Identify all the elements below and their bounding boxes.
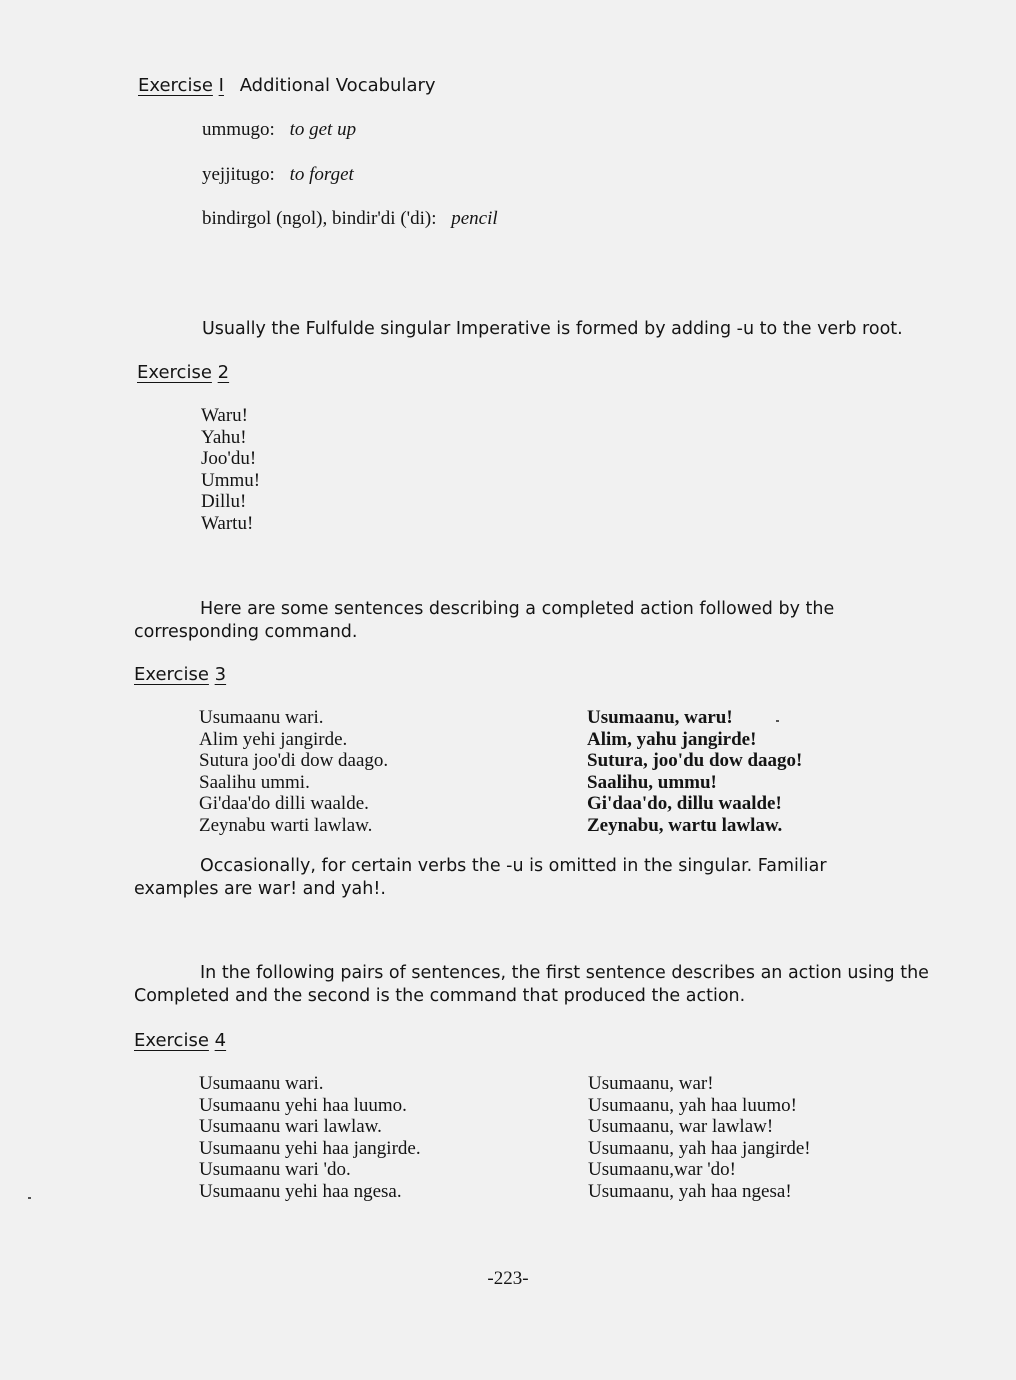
- exercise-3-right-column: [587, 707, 802, 837]
- list-item: Yahu!: [201, 426, 247, 448]
- list-item: Sutura, joo'du dow daago!: [587, 750, 803, 772]
- paragraph-text: Here are some sentences describing a completed action followed by the corresponding command.: [134, 599, 835, 642]
- list-item: Dillu!: [201, 491, 247, 513]
- scan-speck: [28, 1197, 31, 1199]
- exercise-1-number: I: [218, 75, 224, 96]
- paragraph-text: In the following pairs of sentences, the first sentence describes an action using the Completed and the second is the command that produced the action.: [134, 963, 929, 1006]
- exercise-2-number: 2: [217, 362, 230, 383]
- vocab-gloss: to get up: [289, 119, 357, 140]
- list-item: Usumaanu wari.: [199, 1073, 324, 1094]
- vocab-item-3: [202, 208, 498, 230]
- page-number: -223-: [487, 1268, 529, 1289]
- list-item: Alim yehi jangirde.: [199, 728, 348, 750]
- exercise-4-heading: [134, 1030, 226, 1051]
- list-item: Gi'daa'do, dillu waalde!: [587, 793, 782, 815]
- exercise-2-list: [201, 405, 260, 535]
- exercise-3-left-column: [199, 707, 388, 837]
- scan-speck: [776, 720, 779, 722]
- list-item: Usumaanu,war 'do!: [588, 1159, 736, 1181]
- exercise-2-heading: [137, 362, 229, 383]
- list-item: Zeynabu warti lawlaw.: [199, 814, 373, 836]
- list-item: Usumaanu wari 'do.: [199, 1159, 351, 1181]
- list-item: Usumaanu, yah haa luumo!: [588, 1094, 797, 1116]
- list-item: Usumaanu, waru!: [587, 707, 733, 728]
- list-item: Saalihu, ummu!: [587, 771, 717, 793]
- list-item: Usumaanu, war lawlaw!: [588, 1116, 774, 1138]
- vocab-gloss: pencil: [451, 208, 498, 229]
- list-item: Usumaanu, war!: [588, 1073, 714, 1094]
- list-item: Saalihu ummi.: [199, 771, 310, 793]
- exercise-4-right-column: [588, 1073, 811, 1203]
- exercise-3-number: 3: [214, 664, 227, 685]
- list-item: Wartu!: [201, 512, 254, 534]
- paragraph-text: Usually the Fulfulde singular Imperative is formed by adding -u to the verb root.: [202, 319, 903, 339]
- list-item: Usumaanu wari lawlaw.: [199, 1116, 382, 1138]
- list-item: Alim, yahu jangirde!: [587, 728, 757, 750]
- list-item: Ummu!: [201, 469, 261, 491]
- exercise-1-label: Exercise: [138, 75, 213, 96]
- list-item: Usumaanu, yah haa ngesa!: [588, 1180, 792, 1202]
- list-item: Gi'daa'do dilli waalde.: [199, 793, 369, 815]
- list-item: Sutura joo'di dow daago.: [199, 750, 389, 772]
- vocab-gloss: to forget: [289, 164, 354, 185]
- list-item: Usumaanu, yah haa jangirde!: [588, 1137, 811, 1159]
- exercise-3-heading: [134, 664, 226, 685]
- paragraph-text: Occasionally, for certain verbs the -u is omitted in the singular. Familiar examples are war! and yah!.: [134, 856, 827, 899]
- exercise-4-label: Exercise: [134, 1030, 209, 1051]
- exercise-4-left-column: [199, 1073, 421, 1203]
- exercise-4-number: 4: [214, 1030, 227, 1051]
- vocab-term: bindirgol (ngol), bindir'di ('di):: [202, 208, 437, 229]
- exercise-1-title: Additional Vocabulary: [239, 75, 436, 96]
- vocab-item-2: [202, 164, 354, 186]
- list-item: Zeynabu, wartu lawlaw.: [587, 814, 783, 836]
- list-item: Waru!: [201, 405, 248, 426]
- exercise-2-label: Exercise: [137, 362, 212, 383]
- exercise-1-heading: [138, 75, 436, 96]
- list-item: Usumaanu yehi haa ngesa.: [199, 1180, 402, 1202]
- paragraph-omitted-u: [134, 855, 904, 901]
- paragraph-following-pairs: [134, 962, 984, 1008]
- list-item: Usumaanu yehi haa jangirde.: [199, 1137, 421, 1159]
- vocab-term: yejjitugo:: [202, 164, 275, 185]
- vocab-term: ummugo:: [202, 119, 275, 140]
- vocab-item-1: [202, 119, 356, 141]
- list-item: Usumaanu wari.: [199, 707, 324, 728]
- list-item: Joo'du!: [201, 448, 257, 470]
- list-item: Usumaanu yehi haa luumo.: [199, 1094, 407, 1116]
- exercise-3-label: Exercise: [134, 664, 209, 685]
- paragraph-imperative-rule: [202, 318, 992, 341]
- paragraph-completed-action: [134, 598, 914, 644]
